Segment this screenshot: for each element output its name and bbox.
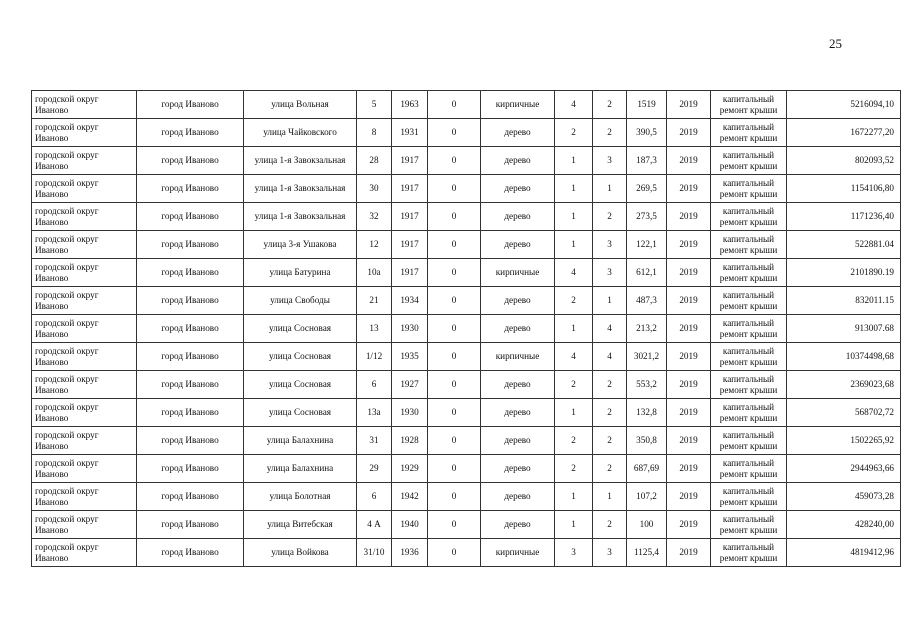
entrances-cell: 4 bbox=[593, 315, 627, 343]
table-row bbox=[32, 483, 901, 511]
house-number-cell: 31 bbox=[357, 427, 392, 455]
house-number-cell: 1/12 bbox=[357, 343, 392, 371]
area-cell: 487,3 bbox=[627, 287, 667, 315]
city-cell: город Иваново bbox=[137, 175, 244, 203]
wall-material-cell: дерево bbox=[481, 399, 555, 427]
wall-material-cell: дерево bbox=[481, 175, 555, 203]
repair-year-cell: 2019 bbox=[667, 371, 711, 399]
year-built-cell: 1917 bbox=[392, 175, 428, 203]
cost-cell: 1171236,40 bbox=[787, 203, 901, 231]
entrances-cell: 2 bbox=[593, 371, 627, 399]
entrances-cell: 3 bbox=[593, 231, 627, 259]
repair-year-cell: 2019 bbox=[667, 511, 711, 539]
value-cell: 0 bbox=[428, 175, 481, 203]
house-number-cell: 6 bbox=[357, 371, 392, 399]
work-type-cell: капитальный ремонт крыши bbox=[711, 147, 787, 175]
work-type-cell: капитальный ремонт крыши bbox=[711, 315, 787, 343]
value-cell: 0 bbox=[428, 483, 481, 511]
district-cell: городской округ Иваново bbox=[32, 203, 137, 231]
street-cell: улица 3-я Ушакова bbox=[244, 231, 357, 259]
table-row bbox=[32, 399, 901, 427]
area-cell: 687,69 bbox=[627, 455, 667, 483]
floors-cell: 4 bbox=[555, 91, 593, 119]
year-built-cell: 1927 bbox=[392, 371, 428, 399]
area-cell: 1125,4 bbox=[627, 539, 667, 567]
district-cell: городской округ Иваново bbox=[32, 371, 137, 399]
repair-year-cell: 2019 bbox=[667, 427, 711, 455]
value-cell: 0 bbox=[428, 455, 481, 483]
street-cell: улица Сосновая bbox=[244, 399, 357, 427]
area-cell: 213,2 bbox=[627, 315, 667, 343]
table-row bbox=[32, 539, 901, 567]
area-cell: 100 bbox=[627, 511, 667, 539]
street-cell: улица Вольная bbox=[244, 91, 357, 119]
year-built-cell: 1917 bbox=[392, 147, 428, 175]
entrances-cell: 2 bbox=[593, 455, 627, 483]
year-built-cell: 1931 bbox=[392, 119, 428, 147]
repair-year-cell: 2019 bbox=[667, 315, 711, 343]
city-cell: город Иваново bbox=[137, 287, 244, 315]
entrances-cell: 3 bbox=[593, 539, 627, 567]
cost-cell: 802093,52 bbox=[787, 147, 901, 175]
year-built-cell: 1942 bbox=[392, 483, 428, 511]
work-type-cell: капитальный ремонт крыши bbox=[711, 203, 787, 231]
area-cell: 553,2 bbox=[627, 371, 667, 399]
house-number-cell: 21 bbox=[357, 287, 392, 315]
floors-cell: 2 bbox=[555, 287, 593, 315]
year-built-cell: 1929 bbox=[392, 455, 428, 483]
repair-year-cell: 2019 bbox=[667, 343, 711, 371]
area-cell: 122,1 bbox=[627, 231, 667, 259]
entrances-cell: 3 bbox=[593, 259, 627, 287]
year-built-cell: 1940 bbox=[392, 511, 428, 539]
city-cell: город Иваново bbox=[137, 147, 244, 175]
cost-cell: 2101890.19 bbox=[787, 259, 901, 287]
entrances-cell: 2 bbox=[593, 399, 627, 427]
city-cell: город Иваново bbox=[137, 203, 244, 231]
city-cell: город Иваново bbox=[137, 315, 244, 343]
district-cell: городской округ Иваново bbox=[32, 287, 137, 315]
value-cell: 0 bbox=[428, 343, 481, 371]
table-row bbox=[32, 287, 901, 315]
work-type-cell: капитальный ремонт крыши bbox=[711, 483, 787, 511]
wall-material-cell: кирпичные bbox=[481, 259, 555, 287]
house-number-cell: 31/10 bbox=[357, 539, 392, 567]
wall-material-cell: дерево bbox=[481, 119, 555, 147]
cost-cell: 459073,28 bbox=[787, 483, 901, 511]
district-cell: городской округ Иваново bbox=[32, 91, 137, 119]
table-body bbox=[32, 91, 901, 567]
value-cell: 0 bbox=[428, 315, 481, 343]
cost-cell: 913007.68 bbox=[787, 315, 901, 343]
entrances-cell: 1 bbox=[593, 175, 627, 203]
area-cell: 187,3 bbox=[627, 147, 667, 175]
table-row bbox=[32, 231, 901, 259]
floors-cell: 1 bbox=[555, 147, 593, 175]
district-cell: городской округ Иваново bbox=[32, 315, 137, 343]
house-number-cell: 10а bbox=[357, 259, 392, 287]
year-built-cell: 1935 bbox=[392, 343, 428, 371]
wall-material-cell: кирпичные bbox=[481, 343, 555, 371]
wall-material-cell: дерево bbox=[481, 315, 555, 343]
city-cell: город Иваново bbox=[137, 343, 244, 371]
table-row bbox=[32, 147, 901, 175]
district-cell: городской округ Иваново bbox=[32, 455, 137, 483]
work-type-cell: капитальный ремонт крыши bbox=[711, 455, 787, 483]
entrances-cell: 1 bbox=[593, 483, 627, 511]
work-type-cell: капитальный ремонт крыши bbox=[711, 511, 787, 539]
repair-year-cell: 2019 bbox=[667, 175, 711, 203]
floors-cell: 1 bbox=[555, 511, 593, 539]
district-cell: городской округ Иваново bbox=[32, 343, 137, 371]
cost-cell: 1502265,92 bbox=[787, 427, 901, 455]
entrances-cell: 3 bbox=[593, 147, 627, 175]
wall-material-cell: дерево bbox=[481, 511, 555, 539]
work-type-cell: капитальный ремонт крыши bbox=[711, 91, 787, 119]
cost-cell: 2944963,66 bbox=[787, 455, 901, 483]
work-type-cell: капитальный ремонт крыши bbox=[711, 399, 787, 427]
cost-cell: 832011.15 bbox=[787, 287, 901, 315]
district-cell: городской округ Иваново bbox=[32, 147, 137, 175]
cost-cell: 522881.04 bbox=[787, 231, 901, 259]
street-cell: улица Сосновая bbox=[244, 315, 357, 343]
repair-year-cell: 2019 bbox=[667, 455, 711, 483]
table-row bbox=[32, 259, 901, 287]
entrances-cell: 2 bbox=[593, 427, 627, 455]
page-number: 25 bbox=[829, 36, 842, 51]
house-number-cell: 5 bbox=[357, 91, 392, 119]
cost-cell: 568702,72 bbox=[787, 399, 901, 427]
district-cell: городской округ Иваново bbox=[32, 175, 137, 203]
entrances-cell: 4 bbox=[593, 343, 627, 371]
city-cell: город Иваново bbox=[137, 399, 244, 427]
city-cell: город Иваново bbox=[137, 539, 244, 567]
street-cell: улица Балахнина bbox=[244, 427, 357, 455]
house-number-cell: 12 bbox=[357, 231, 392, 259]
value-cell: 0 bbox=[428, 371, 481, 399]
floors-cell: 4 bbox=[555, 259, 593, 287]
area-cell: 269,5 bbox=[627, 175, 667, 203]
floors-cell: 1 bbox=[555, 203, 593, 231]
value-cell: 0 bbox=[428, 287, 481, 315]
city-cell: город Иваново bbox=[137, 259, 244, 287]
value-cell: 0 bbox=[428, 147, 481, 175]
floors-cell: 1 bbox=[555, 483, 593, 511]
table-row bbox=[32, 371, 901, 399]
wall-material-cell: кирпичные bbox=[481, 91, 555, 119]
street-cell: улица Сосновая bbox=[244, 343, 357, 371]
area-cell: 273,5 bbox=[627, 203, 667, 231]
house-number-cell: 13 bbox=[357, 315, 392, 343]
house-number-cell: 30 bbox=[357, 175, 392, 203]
work-type-cell: капитальный ремонт крыши bbox=[711, 343, 787, 371]
entrances-cell: 2 bbox=[593, 511, 627, 539]
city-cell: город Иваново bbox=[137, 371, 244, 399]
entrances-cell: 2 bbox=[593, 119, 627, 147]
repair-year-cell: 2019 bbox=[667, 231, 711, 259]
work-type-cell: капитальный ремонт крыши bbox=[711, 259, 787, 287]
table-row bbox=[32, 455, 901, 483]
cost-cell: 5216094,10 bbox=[787, 91, 901, 119]
value-cell: 0 bbox=[428, 231, 481, 259]
cost-cell: 2369023,68 bbox=[787, 371, 901, 399]
wall-material-cell: дерево bbox=[481, 287, 555, 315]
repair-year-cell: 2019 bbox=[667, 147, 711, 175]
floors-cell: 1 bbox=[555, 315, 593, 343]
street-cell: улица 1-я Завокзальная bbox=[244, 203, 357, 231]
wall-material-cell: дерево bbox=[481, 427, 555, 455]
district-cell: городской округ Иваново bbox=[32, 427, 137, 455]
cost-cell: 428240,00 bbox=[787, 511, 901, 539]
year-built-cell: 1963 bbox=[392, 91, 428, 119]
floors-cell: 1 bbox=[555, 231, 593, 259]
year-built-cell: 1930 bbox=[392, 399, 428, 427]
house-number-cell: 32 bbox=[357, 203, 392, 231]
cost-cell: 1672277,20 bbox=[787, 119, 901, 147]
year-built-cell: 1934 bbox=[392, 287, 428, 315]
district-cell: городской округ Иваново bbox=[32, 231, 137, 259]
table-row bbox=[32, 427, 901, 455]
wall-material-cell: кирпичные bbox=[481, 539, 555, 567]
district-cell: городской округ Иваново bbox=[32, 259, 137, 287]
repair-year-cell: 2019 bbox=[667, 399, 711, 427]
table-row bbox=[32, 175, 901, 203]
district-cell: городской округ Иваново bbox=[32, 119, 137, 147]
floors-cell: 4 bbox=[555, 343, 593, 371]
district-cell: городской округ Иваново bbox=[32, 511, 137, 539]
wall-material-cell: дерево bbox=[481, 455, 555, 483]
house-number-cell: 8 bbox=[357, 119, 392, 147]
work-type-cell: капитальный ремонт крыши bbox=[711, 231, 787, 259]
table-row bbox=[32, 511, 901, 539]
entrances-cell: 2 bbox=[593, 91, 627, 119]
area-cell: 107,2 bbox=[627, 483, 667, 511]
street-cell: улица Болотная bbox=[244, 483, 357, 511]
city-cell: город Иваново bbox=[137, 119, 244, 147]
entrances-cell: 1 bbox=[593, 287, 627, 315]
floors-cell: 1 bbox=[555, 175, 593, 203]
district-cell: городской округ Иваново bbox=[32, 539, 137, 567]
street-cell: улица 1-я Завокзальная bbox=[244, 175, 357, 203]
table-row bbox=[32, 91, 901, 119]
house-number-cell: 13а bbox=[357, 399, 392, 427]
floors-cell: 3 bbox=[555, 539, 593, 567]
repair-year-cell: 2019 bbox=[667, 91, 711, 119]
house-number-cell: 4 А bbox=[357, 511, 392, 539]
repair-year-cell: 2019 bbox=[667, 119, 711, 147]
street-cell: улица Войкова bbox=[244, 539, 357, 567]
wall-material-cell: дерево bbox=[481, 203, 555, 231]
area-cell: 3021,2 bbox=[627, 343, 667, 371]
value-cell: 0 bbox=[428, 427, 481, 455]
table-row bbox=[32, 315, 901, 343]
repair-year-cell: 2019 bbox=[667, 259, 711, 287]
work-type-cell: капитальный ремонт крыши bbox=[711, 427, 787, 455]
value-cell: 0 bbox=[428, 399, 481, 427]
area-cell: 132,8 bbox=[627, 399, 667, 427]
street-cell: улица 1-я Завокзальная bbox=[244, 147, 357, 175]
value-cell: 0 bbox=[428, 119, 481, 147]
work-type-cell: капитальный ремонт крыши bbox=[711, 119, 787, 147]
street-cell: улица Балахнина bbox=[244, 455, 357, 483]
value-cell: 0 bbox=[428, 91, 481, 119]
work-type-cell: капитальный ремонт крыши bbox=[711, 175, 787, 203]
street-cell: улица Батурина bbox=[244, 259, 357, 287]
floors-cell: 2 bbox=[555, 427, 593, 455]
city-cell: город Иваново bbox=[137, 427, 244, 455]
table-row bbox=[32, 343, 901, 371]
floors-cell: 2 bbox=[555, 371, 593, 399]
table-row bbox=[32, 119, 901, 147]
district-cell: городской округ Иваново bbox=[32, 483, 137, 511]
repair-year-cell: 2019 bbox=[667, 287, 711, 315]
house-number-cell: 28 bbox=[357, 147, 392, 175]
area-cell: 612,1 bbox=[627, 259, 667, 287]
cost-cell: 4819412,96 bbox=[787, 539, 901, 567]
cost-cell: 10374498,68 bbox=[787, 343, 901, 371]
area-cell: 1519 bbox=[627, 91, 667, 119]
year-built-cell: 1928 bbox=[392, 427, 428, 455]
street-cell: улица Свободы bbox=[244, 287, 357, 315]
wall-material-cell: дерево bbox=[481, 231, 555, 259]
city-cell: город Иваново bbox=[137, 231, 244, 259]
house-number-cell: 6 bbox=[357, 483, 392, 511]
year-built-cell: 1917 bbox=[392, 231, 428, 259]
repair-year-cell: 2019 bbox=[667, 203, 711, 231]
city-cell: город Иваново bbox=[137, 483, 244, 511]
wall-material-cell: дерево bbox=[481, 371, 555, 399]
area-cell: 350,8 bbox=[627, 427, 667, 455]
year-built-cell: 1930 bbox=[392, 315, 428, 343]
year-built-cell: 1917 bbox=[392, 203, 428, 231]
value-cell: 0 bbox=[428, 259, 481, 287]
work-type-cell: капитальный ремонт крыши bbox=[711, 539, 787, 567]
city-cell: город Иваново bbox=[137, 455, 244, 483]
entrances-cell: 2 bbox=[593, 203, 627, 231]
street-cell: улица Витебская bbox=[244, 511, 357, 539]
repair-year-cell: 2019 bbox=[667, 483, 711, 511]
street-cell: улица Чайковского bbox=[244, 119, 357, 147]
floors-cell: 1 bbox=[555, 399, 593, 427]
street-cell: улица Сосновая bbox=[244, 371, 357, 399]
house-number-cell: 29 bbox=[357, 455, 392, 483]
floors-cell: 2 bbox=[555, 455, 593, 483]
area-cell: 390,5 bbox=[627, 119, 667, 147]
work-type-cell: капитальный ремонт крыши bbox=[711, 371, 787, 399]
value-cell: 0 bbox=[428, 203, 481, 231]
wall-material-cell: дерево bbox=[481, 147, 555, 175]
value-cell: 0 bbox=[428, 511, 481, 539]
district-cell: городской округ Иваново bbox=[32, 399, 137, 427]
year-built-cell: 1936 bbox=[392, 539, 428, 567]
floors-cell: 2 bbox=[555, 119, 593, 147]
repair-year-cell: 2019 bbox=[667, 539, 711, 567]
table-row bbox=[32, 203, 901, 231]
city-cell: город Иваново bbox=[137, 511, 244, 539]
value-cell: 0 bbox=[428, 539, 481, 567]
cost-cell: 1154106,80 bbox=[787, 175, 901, 203]
wall-material-cell: дерево bbox=[481, 483, 555, 511]
work-type-cell: капитальный ремонт крыши bbox=[711, 287, 787, 315]
year-built-cell: 1917 bbox=[392, 259, 428, 287]
housing-table bbox=[31, 90, 901, 567]
city-cell: город Иваново bbox=[137, 91, 244, 119]
